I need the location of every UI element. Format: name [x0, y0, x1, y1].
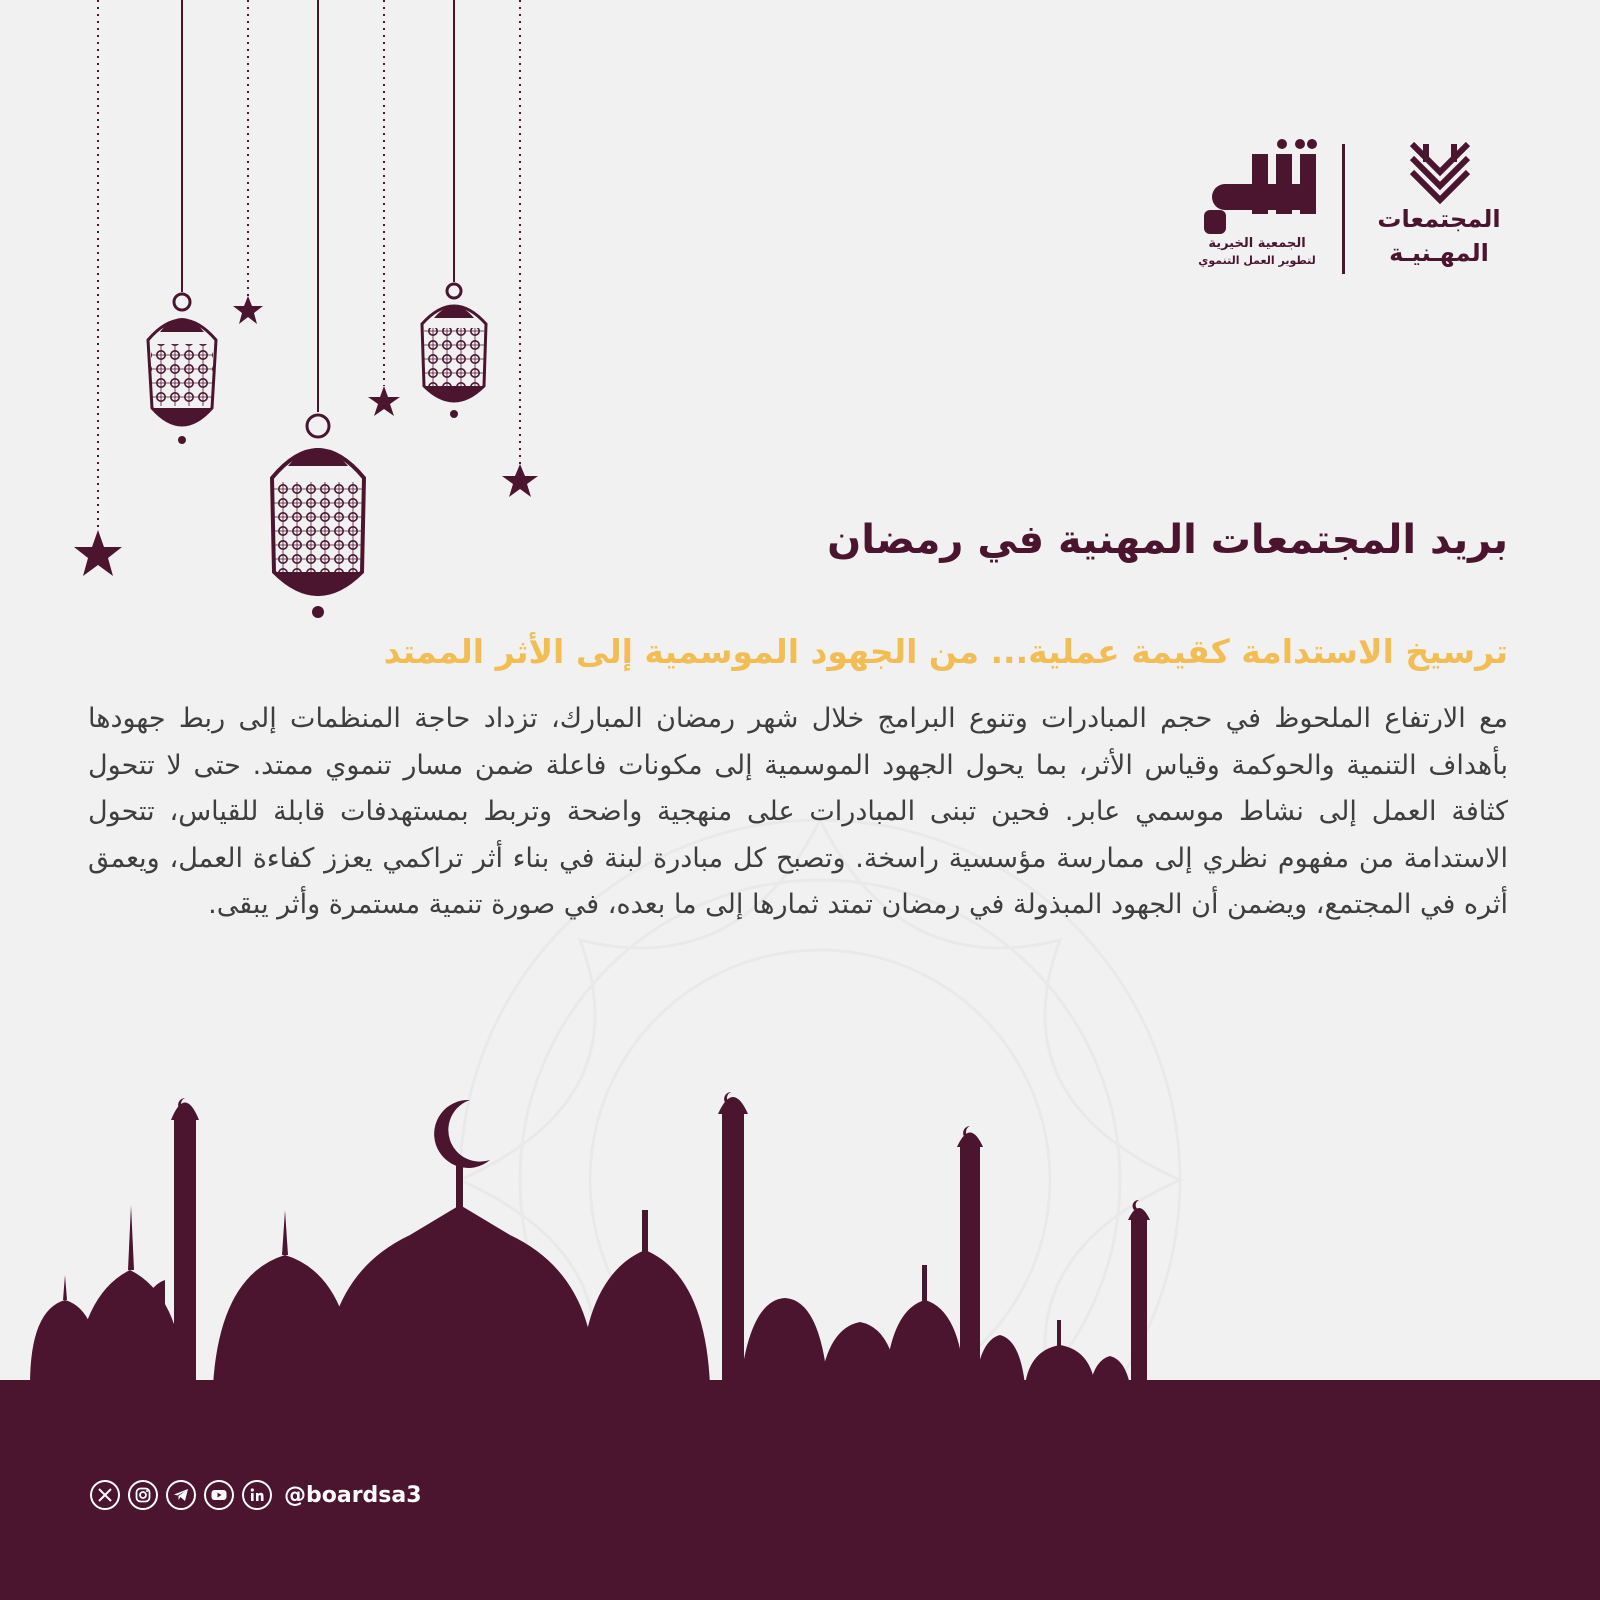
lantern-icon — [148, 294, 216, 444]
mosque-silhouette — [0, 1097, 1600, 1600]
crescent-icons — [178, 1092, 1143, 1276]
linkedin-icon[interactable] — [242, 1480, 272, 1510]
social-handle[interactable]: @boardsa3 — [284, 1482, 422, 1508]
org-primary-name-line1: المجتمعات — [1377, 205, 1501, 233]
post-title: بريد المجتمعات المهنية في رمضان — [827, 517, 1508, 563]
instagram-icon[interactable] — [128, 1480, 158, 1510]
secondary-logo-mark — [1204, 139, 1317, 234]
woven-star-logo-icon — [1412, 144, 1468, 200]
star-icon — [233, 296, 263, 324]
post-subtitle: ترسيخ الاستدامة كقيمة عملية... من الجهود الموسمية إلى الأثر الممتد — [383, 632, 1508, 671]
org-primary-name-line2: المهـنيـة — [1389, 239, 1489, 267]
post-body: مع الارتفاع الملحوظ في حجم المبادرات وتنوع البرامج خلال شهر رمضان المبارك، تزداد حاجة المنظمات إلى ربط جهودها بأهداف التنمية والحوكمة وقياس الأثر، بما يحول الجهود الموسمية إلى مكونات فاعلة ضمن مسار تنموي ممتد. حتى لا تتحول كثافة العمل إلى نشاط موسمي عابر. فحين تبنى المبادرات على منهجية واضحة وتربط بمستهدفات قابلة للقياس، تتحول الاستدامة من مفهوم نظري إلى ممارسة مؤسسية راسخة. وتصبح كل مبادرة لبنة في بناء أثر تراكمي يعزز كفاءة العمل، ويعمق أثره في المجتمع، ويضمن أن الجهود المبذولة في رمضان تمتد ثمارها إلى ما بعده، في صورة تنمية مستمرة وأثر يبقى. — [88, 703, 1508, 920]
org-secondary-name-line2: لتطوير العمل التنموي — [1198, 254, 1316, 267]
social-bar — [90, 1474, 422, 1516]
x-icon[interactable] — [90, 1480, 120, 1510]
crescent-icon — [629, 1180, 652, 1213]
lantern-icon — [422, 284, 486, 418]
star-icon — [74, 530, 122, 576]
star-icon — [368, 386, 400, 416]
youtube-icon[interactable] — [204, 1480, 234, 1510]
logo-divider — [1342, 144, 1345, 274]
org-secondary-name-line1: الجمعية الخيرية — [1208, 236, 1306, 251]
star-icon — [502, 464, 538, 497]
lantern-icon — [272, 415, 364, 618]
telegram-icon[interactable] — [166, 1480, 196, 1510]
